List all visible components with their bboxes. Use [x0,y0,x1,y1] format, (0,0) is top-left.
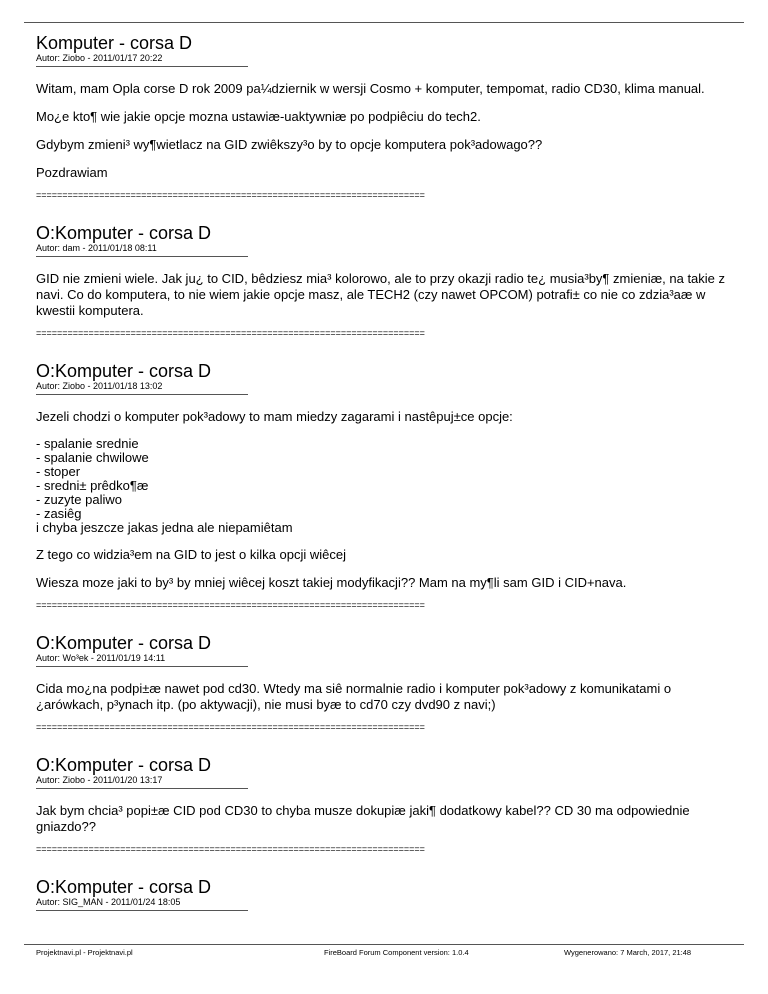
post-author-date: Autor: SIG_MAN - 2011/01/24 18:05 [36,897,181,907]
meta-underline [36,910,248,911]
post [36,362,740,610]
meta-underline [36,394,248,395]
post [36,878,740,911]
post-body [36,409,740,591]
post-paragraph: Wiesza moze jaki to by³ by mniej wiêcej koszt takiej modyfikacji?? Mam na my¶li sam GID i CID+nava. [36,575,627,590]
list-item: - stoper [36,464,81,479]
post-body [36,803,740,835]
post-author-date: Autor: Wo³ek - 2011/01/19 14:11 [36,653,166,663]
post [36,756,740,854]
post-body [36,81,740,181]
post-paragraph: GID nie zmieni wiele. Jak ju¿ to CID, bêdziesz mia³ kolorowo, ale to przy okazji radio te¿ musia³by¶ zmieniæ, na takie z navi. Co do komputera, to nie wiem jakie opcje masz, ale TECH2 (czy nawet OPCOM) potrafi± co nie co zdzia³aæ w kwestii komputera. [36,271,726,318]
list-item: i chyba jeszcze jakas jedna ale niepamiêtam [36,520,293,535]
post-separator: ========================================================================== [36,845,425,854]
post-title: O:Komputer - corsa D [36,755,212,775]
post-paragraph: Jezeli chodzi o komputer pok³adowy to mam miedzy zagarami i nastêpuj±ce opcje: [36,409,513,424]
post-paragraph: Z tego co widzia³em na GID to jest o kilka opcji wiêcej [36,547,346,562]
options-list [36,437,740,535]
post-separator: ========================================================================== [36,329,425,338]
footer-component-version: FireBoard Forum Component version: 1.0.4 [324,948,469,957]
post [36,34,740,200]
post-paragraph: Mo¿e kto¶ wie jakie opcje mozna ustawiæ-uaktywniæ po podpiêciu do tech2. [36,109,481,124]
list-item: - sredni± prêdko¶æ [36,478,149,493]
post-title: O:Komputer - corsa D [36,223,212,243]
post-title: O:Komputer - corsa D [36,361,212,381]
post-body [36,271,740,319]
post-separator: ========================================================================== [36,601,425,610]
post-author-date: Autor: Ziobo - 2011/01/20 13:17 [36,775,163,785]
post [36,224,740,338]
post-title: O:Komputer - corsa D [36,877,212,897]
meta-underline [36,256,248,257]
post-author-date: Autor: Ziobo - 2011/01/17 20:22 [36,53,163,63]
post-author-date: Autor: Ziobo - 2011/01/18 13:02 [36,381,163,391]
post-author-date: Autor: dam - 2011/01/18 08:11 [36,243,157,253]
list-item: - zuzyte paliwo [36,492,122,507]
meta-underline [36,666,248,667]
list-item: - zasiêg [36,506,82,521]
post-paragraph: Gdybym zmieni³ wy¶wietlacz na GID zwiêkszy³o by to opcje komputera pok³adowago?? [36,137,543,152]
post-paragraph: Pozdrawiam [36,165,108,180]
post-paragraph: Cida mo¿na podpi±æ nawet pod cd30. Wtedy ma siê normalnie radio i komputer pok³adowy z komunikatami o ¿arówkach, p³ynach itp. (po aktywacji), nie musi byæ to cd70 czy dvd90 z navi;) [36,681,672,712]
list-item: - spalanie srednie [36,436,139,451]
footer-generated-date: Wygenerowano: 7 March, 2017, 21:48 [564,948,692,957]
post-body [36,681,740,713]
meta-underline [36,788,248,789]
post-title: O:Komputer - corsa D [36,633,212,653]
footer-site-name: Projektnavi.pl - Projektnavi.pl [36,948,133,957]
meta-underline [36,66,248,67]
post-separator: ========================================================================== [36,191,425,200]
post-paragraph: Jak bym chcia³ popi±æ CID pod CD30 to chyba musze dokupiæ jaki¶ dodatkowy kabel?? CD 30 ma odpowiednie gniazdo?? [36,803,690,834]
post-paragraph: Witam, mam Opla corse D rok 2009 pa¼dziernik w wersji Cosmo + komputer, tempomat, radio CD30, klima manual. [36,81,705,96]
post [36,634,740,732]
footer-rule [24,944,744,945]
list-item: - spalanie chwilowe [36,450,149,465]
forum-thread [36,34,740,935]
post-title: Komputer - corsa D [36,33,193,53]
top-rule [24,22,744,23]
post-separator: ========================================================================== [36,723,425,732]
